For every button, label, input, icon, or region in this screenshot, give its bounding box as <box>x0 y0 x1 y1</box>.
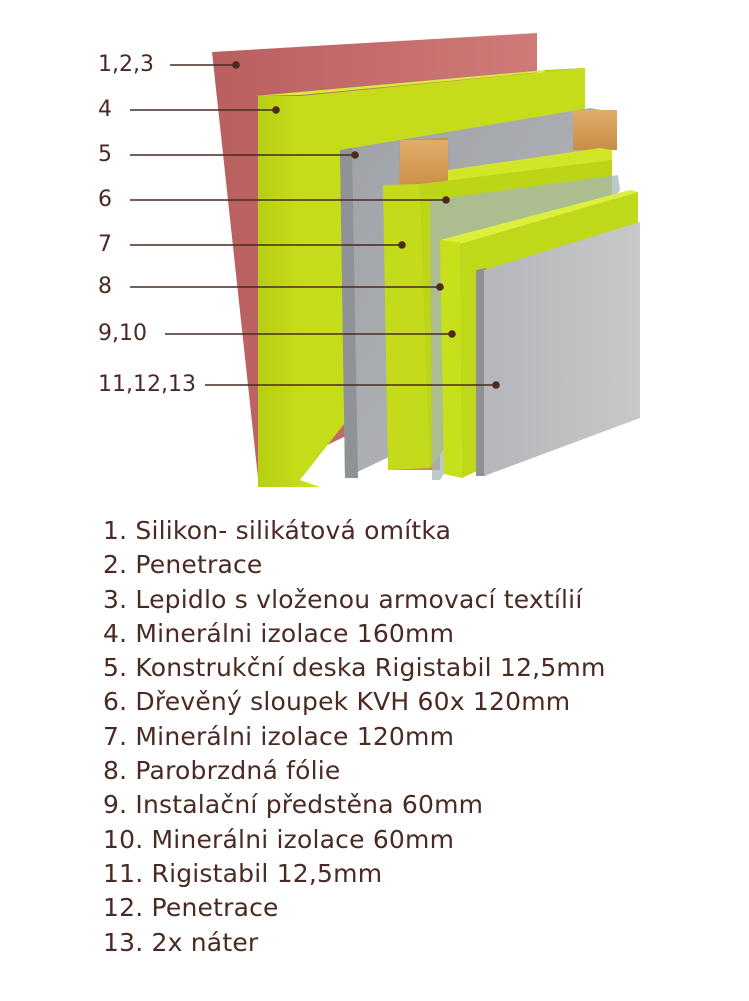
timber-top <box>573 110 617 150</box>
callout-1-2-3: 1,2,3 <box>98 52 154 77</box>
leader-dot-11-12-13 <box>493 382 499 388</box>
layer-legend <box>103 514 606 960</box>
callout-6: 6 <box>98 187 112 212</box>
legend-item-13: 13. 2x náter <box>103 927 259 957</box>
legend-item-11: 11. Rigistabil 12,5mm <box>103 858 383 888</box>
legend-item-9: 9. Instalační předstěna 60mm <box>103 790 484 820</box>
callout-8: 8 <box>98 274 112 299</box>
legend-item-1: 1. Silikon- silikátová omítka <box>103 516 452 545</box>
leader-dot-5 <box>352 152 358 158</box>
leader-dot-9-10 <box>449 331 455 337</box>
legend-item-4: 4. Minerálni izolace 160mm <box>103 618 455 648</box>
legend-item-10: 10. Minerálni izolace 60mm <box>103 824 455 854</box>
legend-item-5: 5. Konstrukční deska Rigistabil 12,5mm <box>103 653 606 683</box>
legend-item-6: 6. Dřevěný sloupek KVH 60x 120mm <box>103 687 571 717</box>
legend-item-8: 8. Parobrzdná fólie <box>103 756 341 786</box>
callout-4: 4 <box>98 97 112 122</box>
leader-dot-8 <box>437 284 443 290</box>
callout-11-12-13: 11,12,13 <box>98 372 196 397</box>
legend-item-12: 12. Penetrace <box>103 893 279 923</box>
legend-item-3: 3. Lepidlo s vloženou armovací textílií <box>103 584 583 614</box>
callout-7: 7 <box>98 232 112 257</box>
leader-dot-4 <box>273 107 279 113</box>
leader-dot-6 <box>443 197 449 203</box>
callout-5: 5 <box>98 142 112 167</box>
leader-dot-1-2-3 <box>233 62 239 68</box>
leader-dot-7 <box>399 242 405 248</box>
callout-9-10: 9,10 <box>98 321 147 346</box>
legend-item-7: 7. Minerálni izolace 120mm <box>103 721 455 751</box>
legend-item-2: 2. Penetrace <box>103 550 263 580</box>
